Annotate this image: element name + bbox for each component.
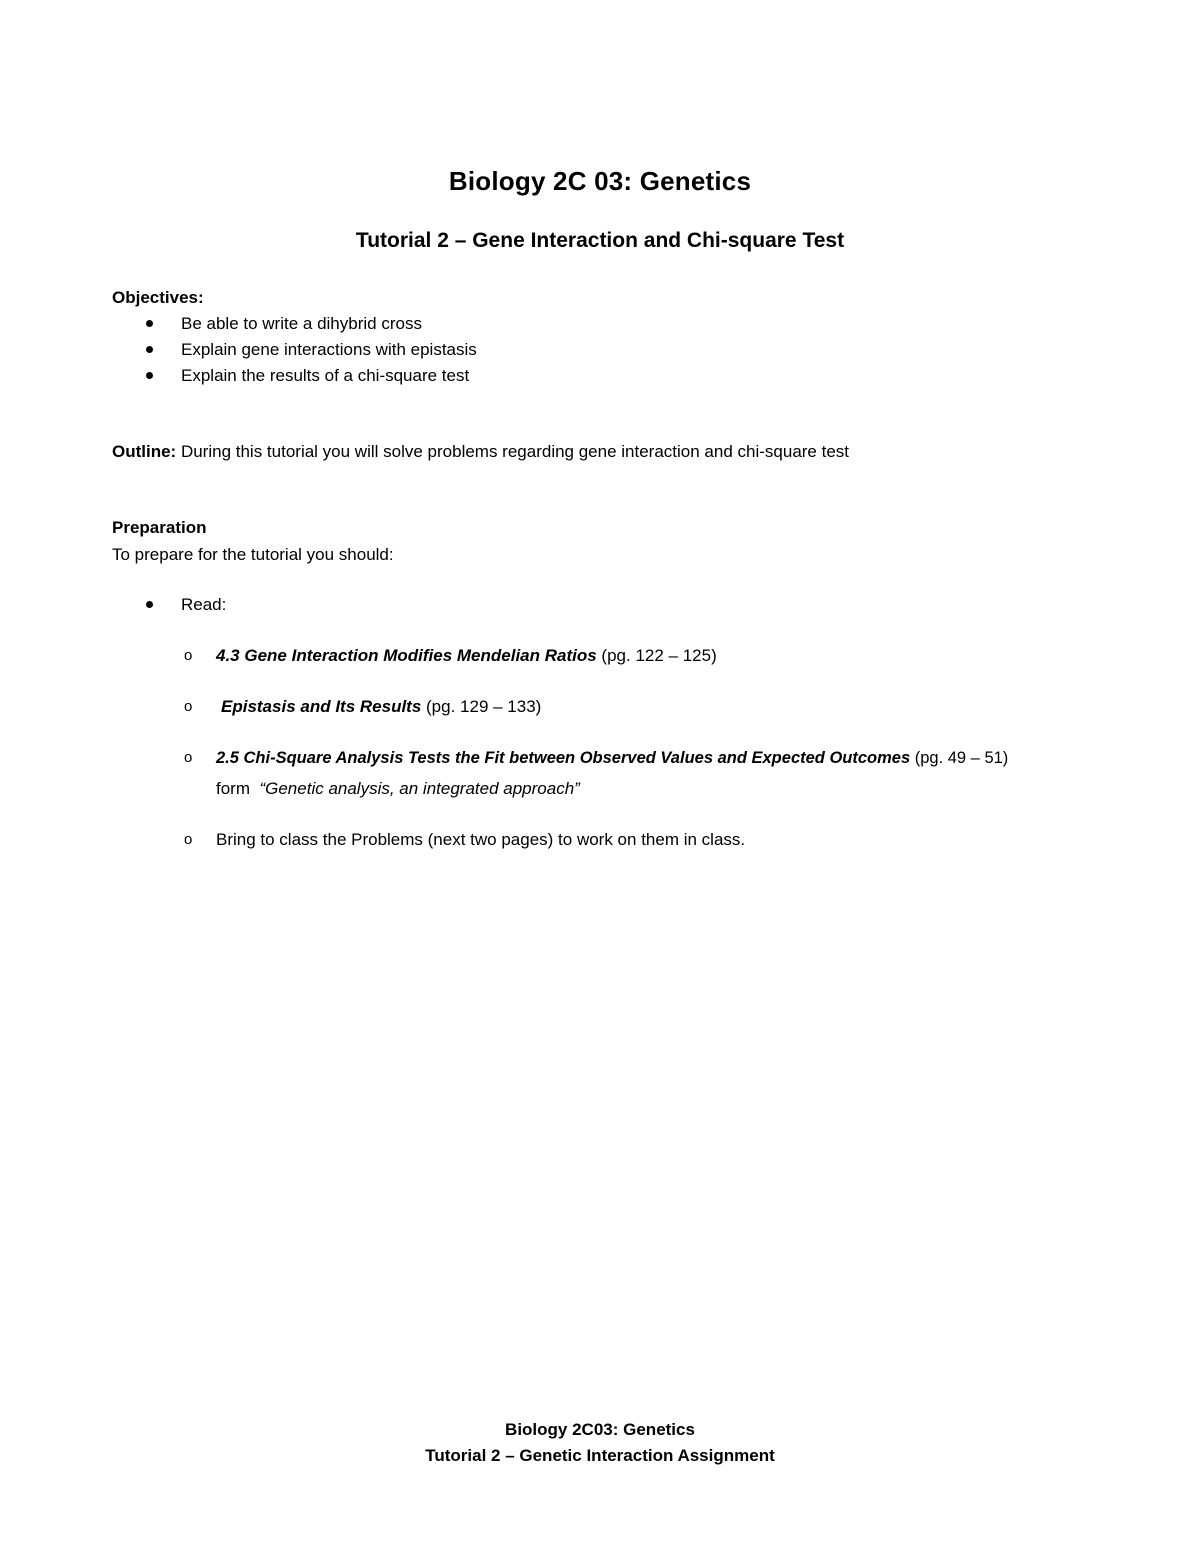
outline-text: During this tutorial you will solve problems regarding gene interaction and chi-square test: [176, 442, 850, 461]
sub-bullet-icon: o: [184, 647, 193, 664]
objective-item: Explain the results of a chi-square test: [181, 366, 470, 385]
reading-title: 2.5 Chi-Square Analysis Tests the Fit between Observed Values and Expected Outcomes: [216, 749, 911, 767]
reading-pages: (pg. 129 – 133): [421, 697, 542, 716]
outline-label: Outline:: [112, 442, 177, 461]
outline-paragraph: [112, 441, 849, 463]
reading-item: [216, 645, 717, 667]
reading-pages: (pg. 122 – 125): [596, 646, 717, 665]
objectives-label: Objectives:: [112, 288, 204, 307]
reading-source: [216, 778, 580, 800]
footer-line-2: Tutorial 2 – Genetic Interaction Assignment: [425, 1446, 775, 1465]
objective-item: Be able to write a dihybrid cross: [181, 314, 422, 333]
bullet-icon: [146, 320, 153, 327]
page-subtitle: Tutorial 2 – Gene Interaction and Chi-square Test: [355, 229, 845, 252]
reading-source-prefix: form: [216, 779, 255, 798]
sub-bullet-icon: o: [184, 749, 193, 766]
reading-title: 4.3 Gene Interaction Modifies Mendelian Ratios: [216, 646, 597, 665]
read-label: Read:: [181, 595, 227, 614]
page-title: Biology 2C 03: Genetics: [448, 166, 752, 196]
reading-pages: (pg. 49 – 51): [910, 749, 1009, 767]
sub-bullet-icon: o: [184, 831, 193, 848]
reading-title: Epistasis and Its Results: [221, 697, 422, 716]
reading-item: [216, 747, 1008, 769]
preparation-intro: To prepare for the tutorial you should:: [112, 545, 394, 564]
bring-item: Bring to class the Problems (next two pages) to work on them in class.: [216, 830, 746, 849]
sub-bullet-icon: o: [184, 698, 193, 715]
reading-source-title: “Genetic analysis, an integrated approach”: [259, 779, 580, 798]
preparation-heading: Preparation: [112, 518, 207, 537]
bullet-icon: [146, 372, 153, 379]
footer-line-1: Biology 2C03: Genetics: [505, 1420, 695, 1439]
bullet-icon: [146, 601, 153, 608]
reading-item: [221, 696, 541, 718]
bullet-icon: [146, 346, 153, 353]
objective-item: Explain gene interactions with epistasis: [181, 340, 477, 359]
